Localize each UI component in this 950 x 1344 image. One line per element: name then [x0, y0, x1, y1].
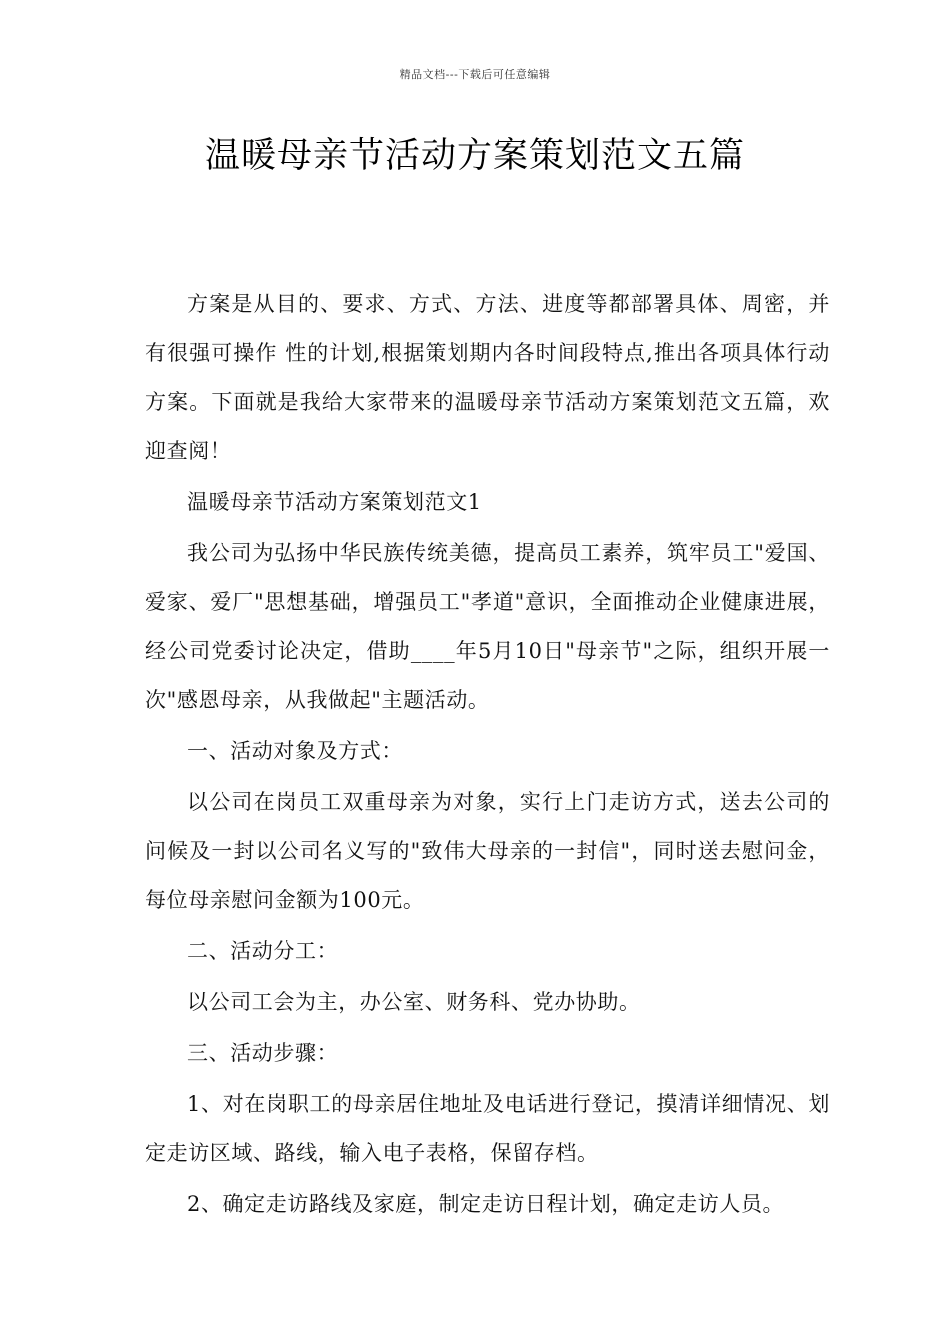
body-paragraph: 以公司在岗员工双重母亲为对象，实行上门走访方式，送去公司的问候及一封以公司名义写的"致伟大母亲的一封信"，同时送去慰问金，每位母亲慰问金额为100元。 — [145, 790, 830, 912]
list-item: 2、确定走访路线及家庭，制定走访日程计划，确定走访人员。 — [187, 1192, 785, 1216]
document-title: 温暖母亲节活动方案策划范文五篇 — [204, 136, 745, 176]
body-paragraph: 以公司工会为主，办公室、财务科、党办协助。 — [187, 990, 641, 1014]
section-heading: 二、活动分工： — [187, 939, 339, 963]
intro-paragraph: 方案是从目的、要求、方式、方法、进度等都部署具体、周密，并有很强可操作 性的计划,根据策划期内各时间段特点,推出各项具体行动方案。下面就是我给大家带来的温暖母亲节活动方案策划范文五篇，欢迎查阅！ — [145, 292, 830, 463]
section-heading: 一、活动对象及方式： — [187, 739, 403, 763]
document-body — [145, 280, 830, 1229]
header-note: 精品文档---下载后可任意编辑 — [399, 68, 551, 81]
body-paragraph: 我公司为弘扬中华民族传统美德，提高员工素养，筑牢员工"爱国、爱家、爱厂"思想基础，增强员工"孝道"意识，全面推动企业健康进展，经公司党委讨论决定，借助____年5月10日"母亲节"之际，组织开展一次"感恩母亲，从我做起"主题活动。 — [145, 541, 830, 712]
section-heading: 三、活动步骤： — [187, 1041, 339, 1065]
section-heading-1: 温暖母亲节活动方案策划范文1 — [187, 490, 482, 514]
list-item: 1、对在岗职工的母亲居住地址及电话进行登记，摸清详细情况、划定走访区域、路线，输入电子表格，保留存档。 — [145, 1092, 830, 1165]
